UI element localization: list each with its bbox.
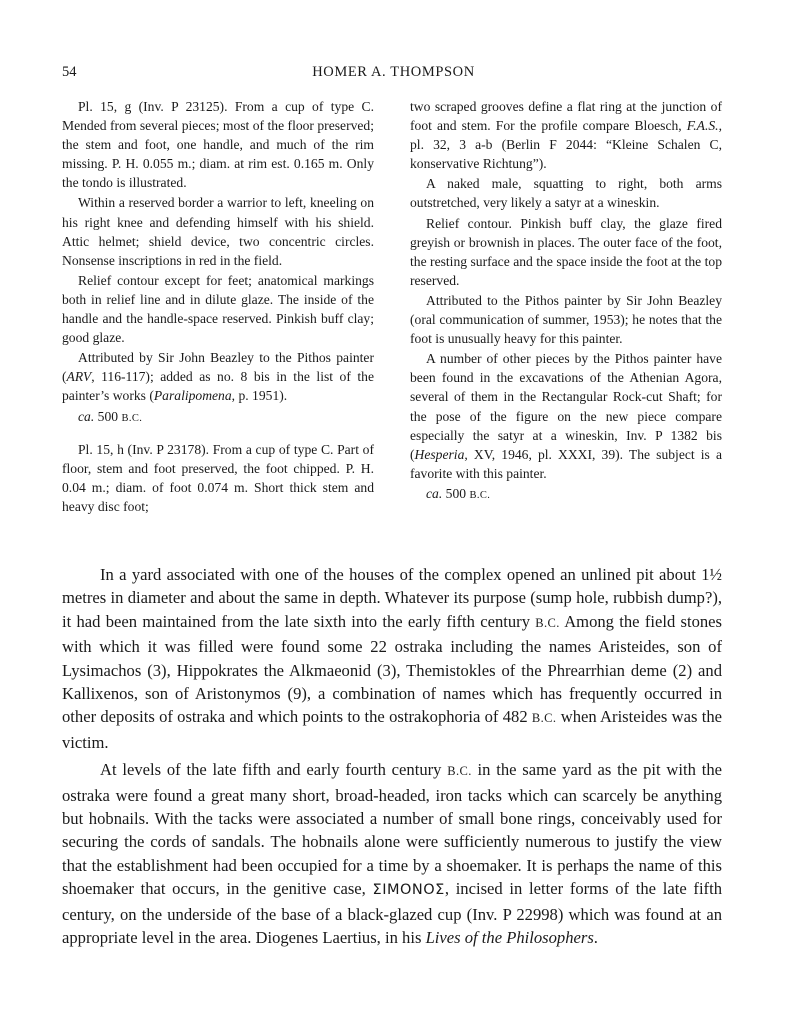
catalogue-entry-g-date: ca. 500 B.C. — [78, 408, 143, 424]
main-text — [62, 563, 722, 950]
page-number: 54 — [62, 64, 77, 80]
catalogue-entry-h-description: Pl. 15, h (Inv. P 23178). From a cup of type C. Part of floor, stem and foot preserved, the foot chipped. P. H. 0.04 m.; diam. of foot 0.074 m. Short thick stem and heavy disc foot; — [62, 441, 374, 514]
catalogue-entry-h-comparanda: A number of other pieces by the Pithos painter have been found in the excavations of the Athenian Agora, several of them in the Rectangular Rock-cut Shaft; for the pose of the figure on the new piece compare especially the satyr at a wineskin, Inv. P 1382 bis (Hesperia, XV, 1946, pl. XXXI, 39). The subject is a favorite with this painter. — [410, 351, 722, 481]
running-title: HOMER A. THOMPSON — [312, 64, 475, 80]
body-paragraph-ostraka: In a yard associated with one of the houses of the complex opened an unlined pit about 1½ metres in diameter and about the same in depth. Whatever its purpose (sump hole, rubbish dump?), it had been maintained from the late sixth into the early fifth century B.C. Among the field stones with which it was filled were found some 22 ostraka including the names Aristeides, son of Lysimachos (3), Hippokrates the Alkmaeonid (3), Themistokles of the Phrearrhian deme (2) and Kallixenos, son of Aristonymos (9), a combination of names which has frequently occurred in other deposits of ostraka and which points to the ostrakophoria of 482 B.C. when Aristeides was the victim. — [62, 565, 723, 752]
catalogue-entry-h-attribution: Attributed to the Pithos painter by Sir John Beazley (oral communication of summer, 1953); he notes that the foot is unusually heavy for this painter. — [410, 292, 722, 347]
catalogue-entry-h-technique: Relief contour. Pinkish buff clay, the glaze fired greyish or brownish in places. The outer face of the foot, the resting surface and the space inside the foot at the top reserved. — [410, 215, 722, 288]
catalogue-entry-h-subject: A naked male, squatting to right, both arms outstretched, very likely a satyr at a wineskin. — [410, 176, 722, 211]
catalogue-entry-g-description: Pl. 15, g (Inv. P 23125). From a cup of type C. Mended from several pieces; most of the floor preserved; the stem and foot, one handle, and much of the rim missing. P. H. 0.055 m.; diam. at rim est. 0.165 m. Only the tondo is illustrated. — [62, 99, 374, 191]
catalogue-entry-g-attribution: Attributed by Sir John Beazley to the Pithos painter (ARV, 116-117); added as no. 8 bis in the list of the painter’s works (Paralipomena, p. 1951). — [62, 350, 374, 404]
catalogue-entry-g-technique: Relief contour except for feet; anatomical markings both in relief line and in dilute glaze. The inside of the handle and the handle-space reserved. Pinkish buff clay; good glaze. — [62, 272, 374, 346]
simonos-inscription: ΣΙΜΟΝΟΣ — [372, 882, 445, 899]
catalogue-entry-g-subject: Within a reserved border a warrior to left, kneeling on his right knee and defending himself with his shield. Attic helmet; shield device, two concentric circles. Nonsense inscriptions in red in the field. — [62, 195, 374, 268]
catalogue-entry-h-profile: two scraped grooves define a flat ring at the junction of foot and stem. For the profile compare Bloesch, F.A.S., pl. 32, 3 a-b (Berlin F 2044: “Kleine Schalen C, konservative Richtung”). — [410, 99, 722, 172]
left-column — [62, 97, 374, 516]
catalogue-entry-h-date: ca. 500 B.C. — [426, 485, 491, 501]
right-column — [410, 97, 722, 505]
body-paragraph-shoemaker: At levels of the late fifth and early fourth century B.C. in the same yard as the pit with the ostraka were found a great many short, broad-headed, iron tacks which can scarcely be anything but hobnails. With the tacks were associated a number of small bone rings, conceivably used for securing the cords of sandals. The hobnails alone were sufficiently numerous to justify the view that the establishment had been occupied for a time by a shoemaker. It is perhaps the name of this shoemaker that occurs, in the genitive case, ΣΙΜΟΝΟΣ, incised in letter forms of the late fifth century, on the underside of the base of a black-glazed cup (Inv. P 22998) which was found at an appropriate level in the area. Diogenes Laertius, in his Lives of the Philosophers. — [62, 760, 722, 948]
